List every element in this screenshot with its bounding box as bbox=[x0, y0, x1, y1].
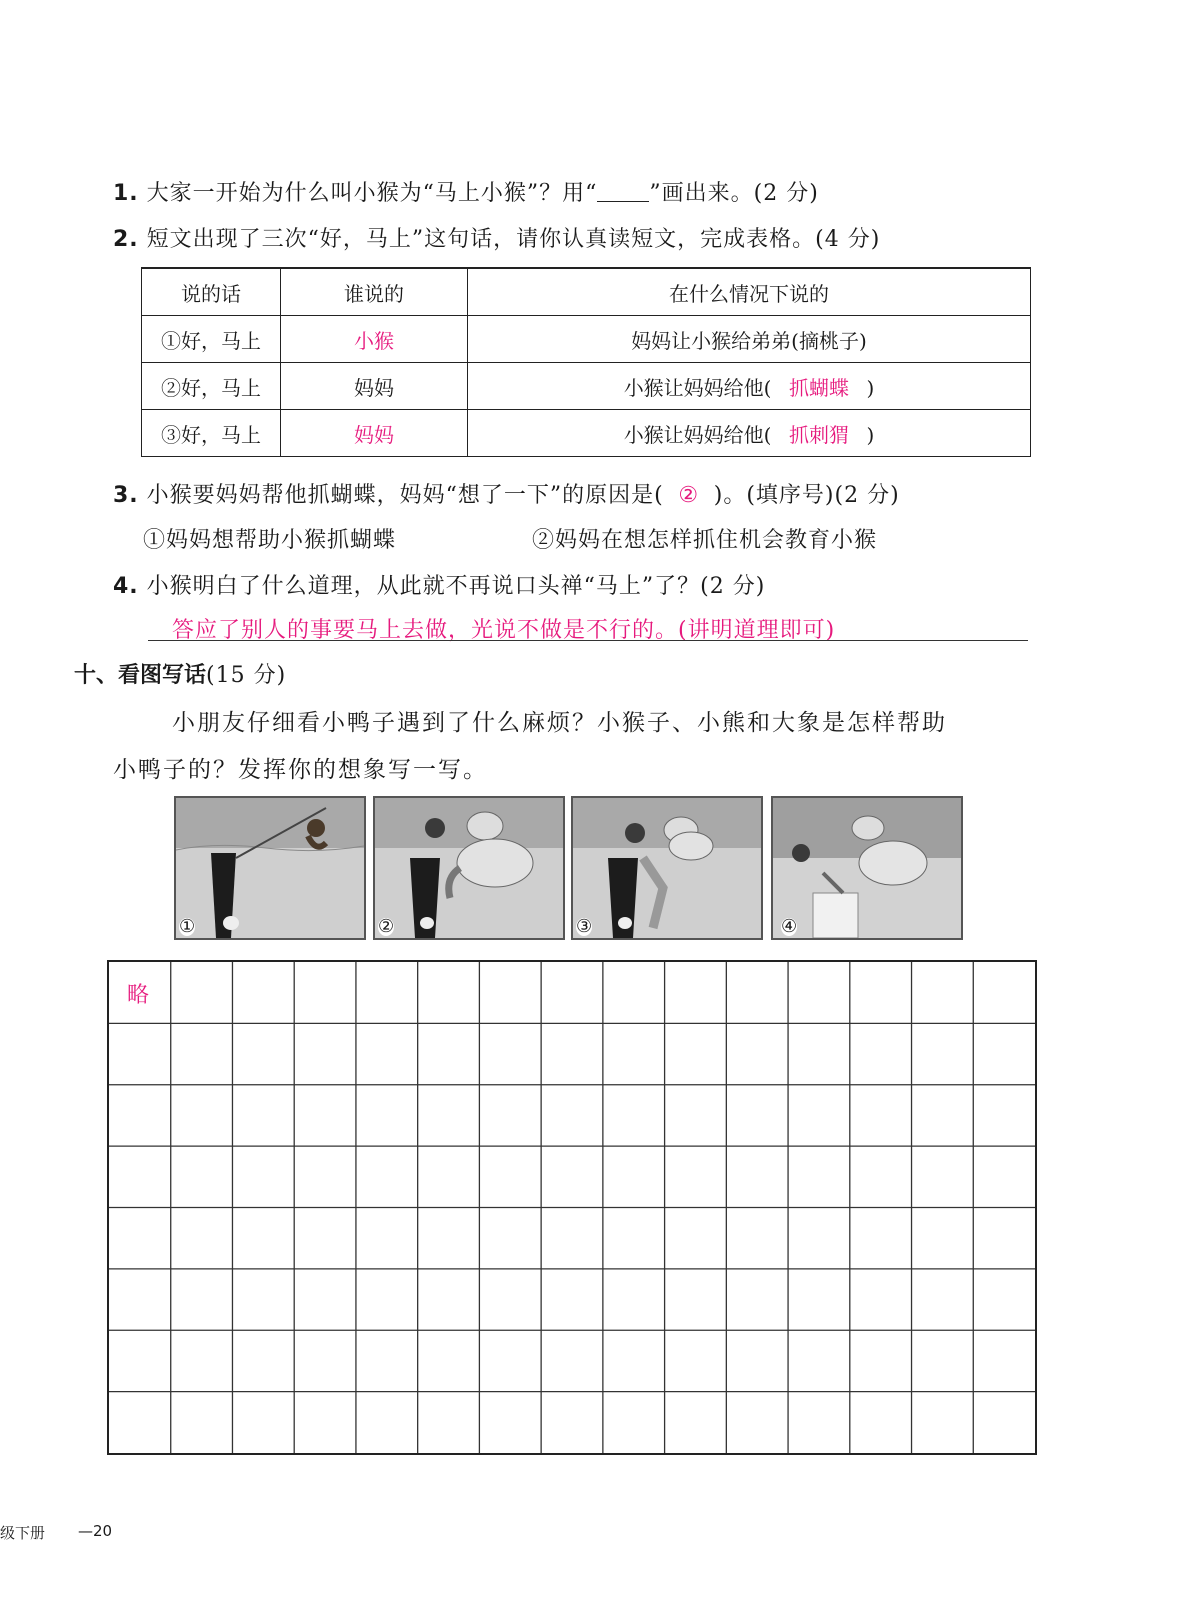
said-cell: ③好，马上 bbox=[142, 410, 281, 457]
situation-answer: 抓蝴蝶 bbox=[789, 375, 849, 400]
question-1 bbox=[113, 176, 819, 207]
picture-3-illustration bbox=[573, 798, 761, 938]
said-cell: ②好，马上 bbox=[142, 363, 281, 410]
who-answer-cell: 小猴 bbox=[281, 316, 468, 363]
answer-table bbox=[141, 267, 1031, 457]
situation-text: 小猴让妈妈给他( bbox=[623, 422, 772, 447]
writing-grid[interactable] bbox=[107, 960, 1037, 1455]
picture-label: ① bbox=[179, 916, 196, 937]
table-header: 说的话 bbox=[142, 268, 281, 316]
q4-answer: 答应了别人的事要马上去做，光说不做是不行的。(讲明道理即可) bbox=[172, 618, 836, 643]
footer-book: 级下册 bbox=[0, 1524, 46, 1542]
picture-1-illustration bbox=[176, 798, 364, 938]
question-text-end: )。(填序号)(2 分) bbox=[713, 483, 900, 508]
prompt-line-1: 小朋友仔细看小鸭子遇到了什么麻烦？小猴子、小熊和大象是怎样帮助 bbox=[172, 710, 947, 736]
page-number: —20 bbox=[78, 1522, 113, 1540]
answer-line bbox=[148, 640, 1028, 641]
picture-label: ③ bbox=[576, 916, 593, 937]
question-number: 3. bbox=[113, 483, 139, 508]
section-10-heading bbox=[74, 658, 286, 689]
question-text: 小猴要妈妈帮他抓蝴蝶，妈妈“想了一下”的原因是( bbox=[146, 483, 664, 508]
who-cell: 妈妈 bbox=[281, 363, 468, 410]
situation-cell bbox=[468, 410, 1031, 457]
grid-lines bbox=[109, 962, 1035, 1453]
table-row bbox=[142, 316, 1031, 363]
question-text: 大家一开始为什么叫小猴为“马上小猴”？用“ bbox=[146, 181, 598, 206]
picture-3 bbox=[571, 796, 763, 940]
picture-2 bbox=[373, 796, 565, 940]
situation-cell: 妈妈让小猴给弟弟(摘桃子) bbox=[468, 316, 1031, 363]
question-2 bbox=[113, 222, 880, 253]
situation-text-end: ) bbox=[866, 422, 875, 447]
question-text: 短文出现了三次“好，马上”这句话，请你认真读短文，完成表格。(4 分) bbox=[146, 227, 881, 252]
q3-option-1: ①妈妈想帮助小猴抓蝴蝶 bbox=[143, 528, 397, 553]
table-header: 谁说的 bbox=[281, 268, 468, 316]
question-text: 小猴明白了什么道理，从此就不再说口头禅“马上”了？(2 分) bbox=[146, 574, 766, 599]
q3-answer: ② bbox=[678, 483, 700, 508]
question-4 bbox=[113, 569, 765, 600]
situation-answer: 抓刺猬 bbox=[789, 422, 849, 447]
question-3 bbox=[113, 478, 900, 509]
q3-option-2: ②妈妈在想怎样抓住机会教育小猴 bbox=[532, 528, 878, 553]
underline-blank bbox=[597, 187, 649, 202]
table-row bbox=[142, 363, 1031, 410]
table-header-row bbox=[142, 268, 1031, 316]
question-number: 4. bbox=[113, 574, 139, 599]
said-cell: ①好，马上 bbox=[142, 316, 281, 363]
section-title: 十、看图写话 bbox=[74, 663, 207, 688]
picture-1 bbox=[174, 796, 366, 940]
situation-cell bbox=[468, 363, 1031, 410]
who-answer-cell: 妈妈 bbox=[281, 410, 468, 457]
picture-4-illustration bbox=[773, 798, 961, 938]
situation-text: 小猴让妈妈给他( bbox=[623, 375, 772, 400]
grid-answer: 略 bbox=[127, 983, 150, 1008]
question-number: 1. bbox=[113, 181, 139, 206]
table-header: 在什么情况下说的 bbox=[468, 268, 1031, 316]
picture-label: ④ bbox=[781, 916, 798, 937]
table-row bbox=[142, 410, 1031, 457]
section-score: (15 分) bbox=[206, 663, 287, 688]
picture-label: ② bbox=[378, 916, 395, 937]
picture-4 bbox=[771, 796, 963, 940]
question-number: 2. bbox=[113, 227, 139, 252]
situation-text-end: ) bbox=[866, 375, 875, 400]
prompt-line-2: 小鸭子的？发挥你的想象写一写。 bbox=[113, 757, 488, 783]
picture-2-illustration bbox=[375, 798, 563, 938]
question-text-end: ”画出来。(2 分) bbox=[649, 181, 819, 206]
